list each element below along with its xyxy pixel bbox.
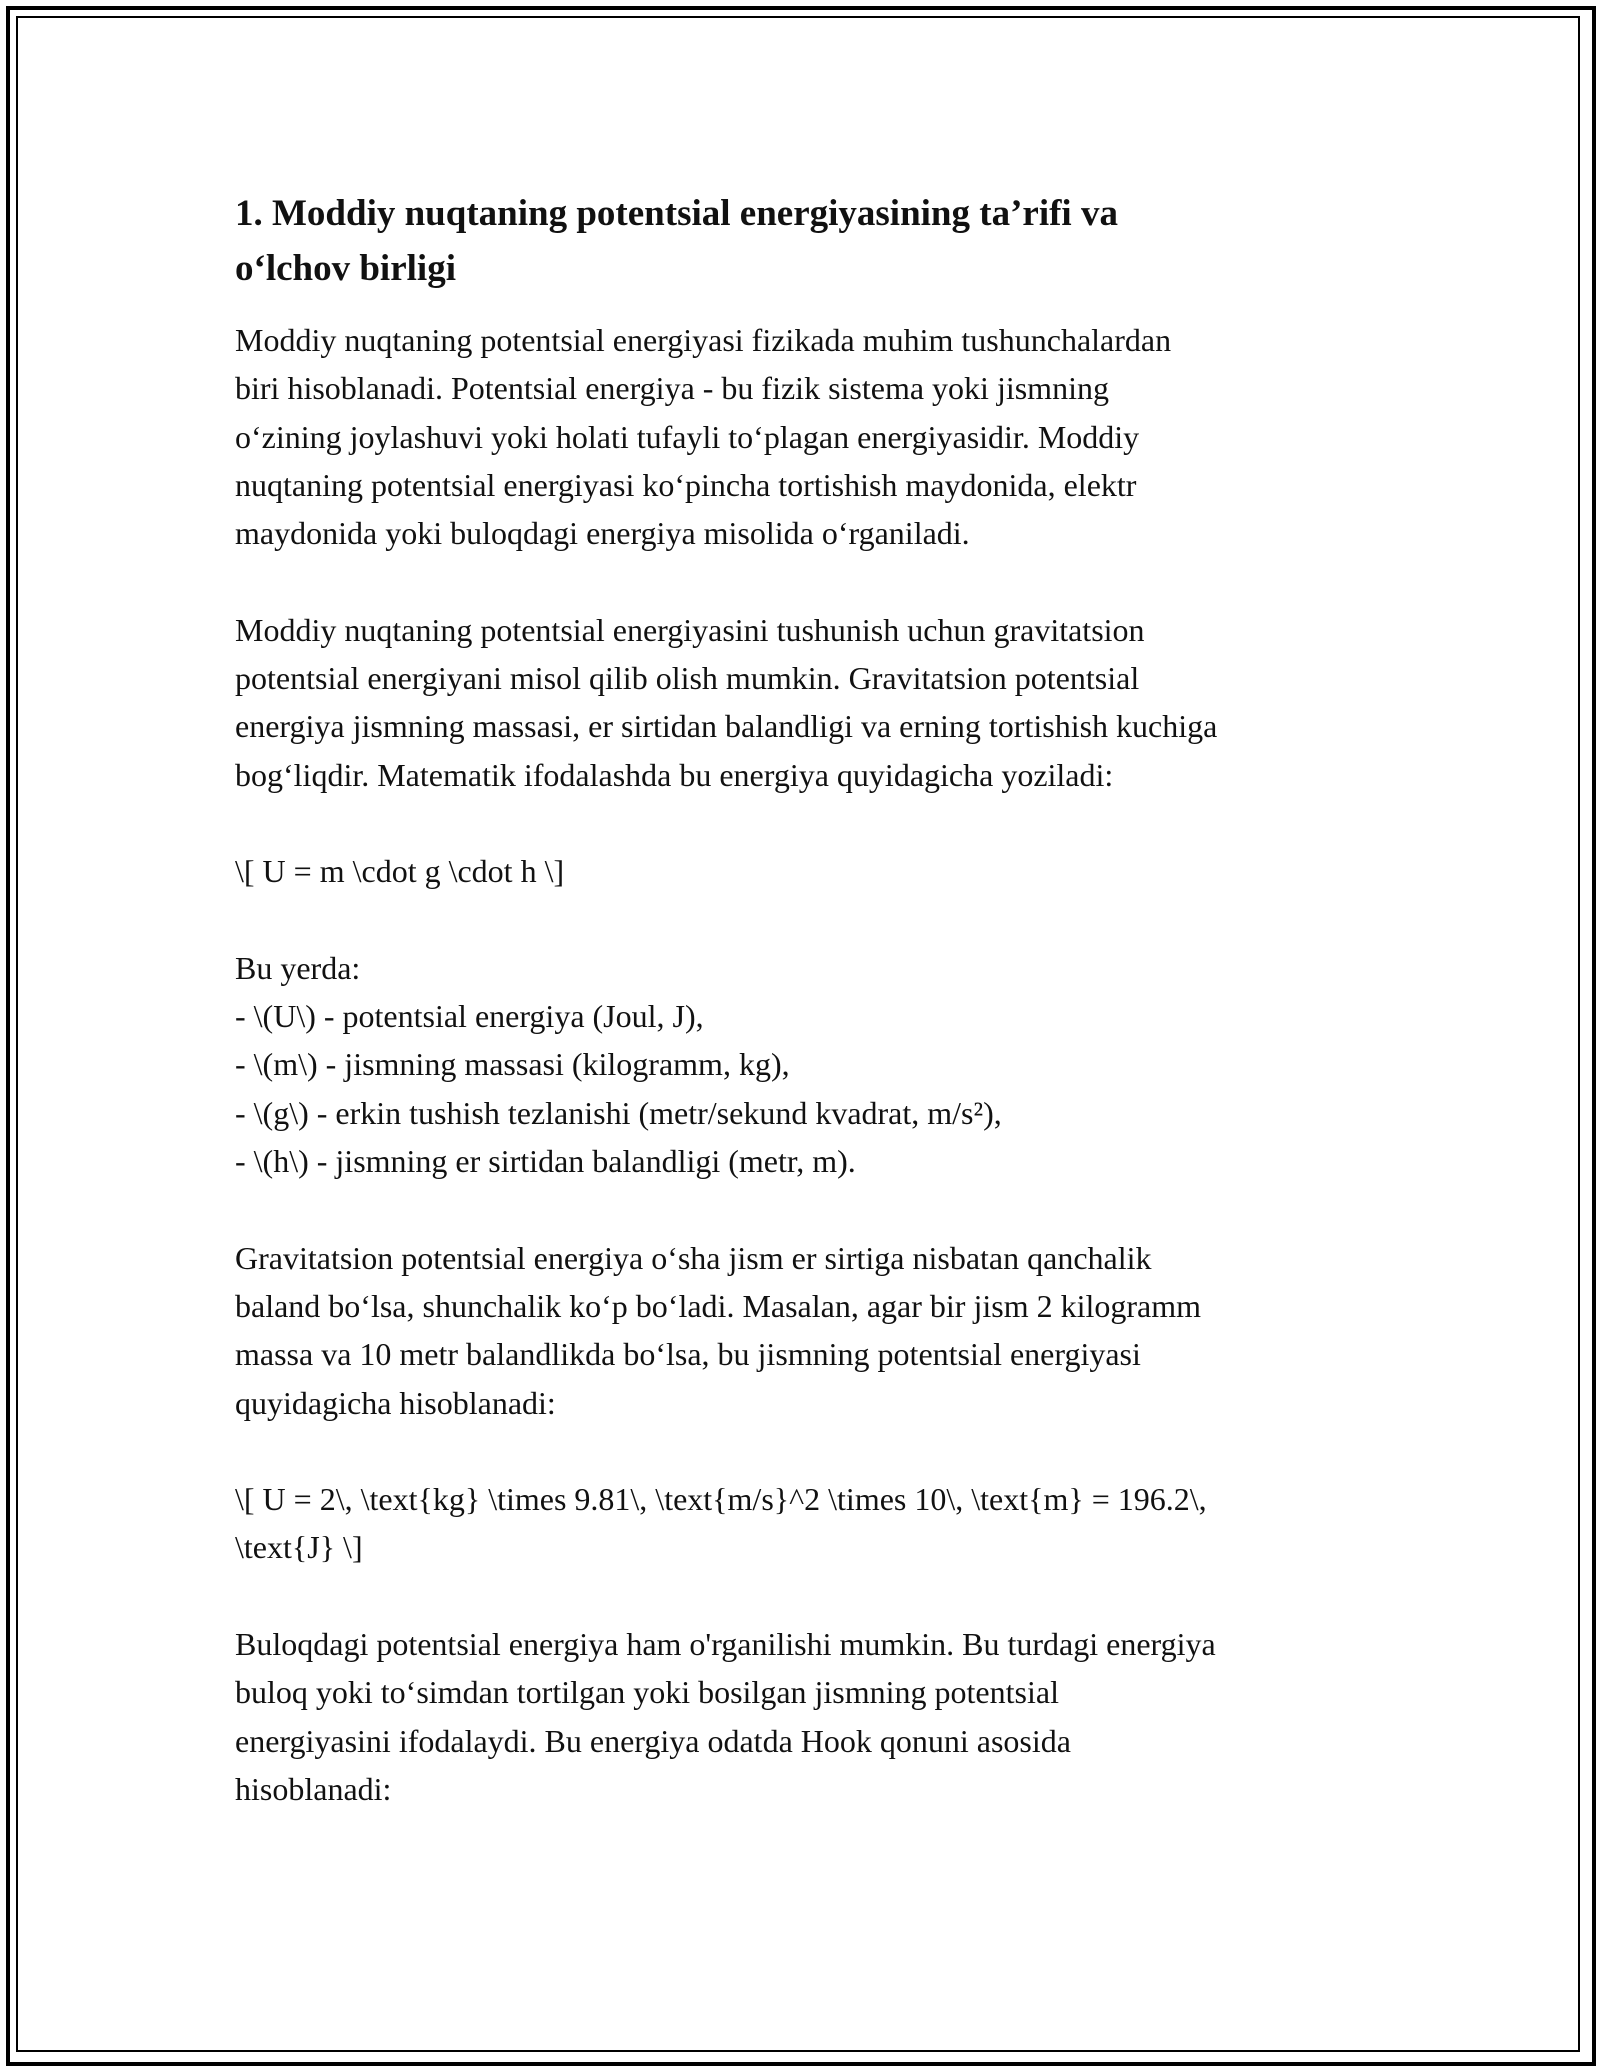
list-item: - \(m\) - jismning massasi (kilogramm, kg), <box>235 1046 790 1083</box>
text-line: energiya jismning massasi, er sirtidan balandligi va erning tortishish kuchiga <box>235 708 1218 745</box>
text-line: potentsial energiyani misol qilib olish mumkin. Gravitatsion potentsial <box>235 660 1140 697</box>
title-line: o‘lchov birligi <box>235 248 456 289</box>
text-line: nuqtaning potentsial energiyasi ko‘pincha tortishish maydonida, elektr <box>235 466 1137 503</box>
formula-line: \text{J} \] <box>235 1529 363 1566</box>
formula-line: \[ U = 2\, \text{kg} \times 9.81\, \text{m/s}^2 \times 10\, \text{m} = 196.2\, <box>235 1481 1207 1518</box>
text-line: energiyasini ifodalaydi. Bu energiya odatda Hook qonuni asosida <box>235 1722 1071 1759</box>
title-line: 1. Moddiy nuqtaning potentsial energiyasining ta’rifi va <box>235 193 1118 234</box>
variable-definitions <box>235 944 1375 1185</box>
paragraph-intro <box>235 316 1375 557</box>
text-line: biri hisoblanadi. Potentsial energiya - bu fizik sistema yoki jismning <box>235 370 1109 407</box>
text-line: quyidagicha hisoblanadi: <box>235 1384 556 1421</box>
text-line: Gravitatsion potentsial energiya o‘sha jism er sirtiga nisbatan qanchalik <box>235 1239 1152 1276</box>
section-title <box>235 186 1375 296</box>
text-line: baland bo‘lsa, shunchalik ko‘p bo‘ladi. Masalan, agar bir jism 2 kilogramm <box>235 1287 1201 1324</box>
text-line: Bu yerda: <box>235 949 361 986</box>
text-line: Buloqdagi potentsial energiya ham o'rganilishi mumkin. Bu turdagi energiya <box>235 1626 1216 1663</box>
text-line: hisoblanadi: <box>235 1770 392 1807</box>
text-line: buloq yoki to‘simdan tortilgan yoki bosilgan jismning potentsial <box>235 1674 1059 1711</box>
text-line: o‘zining joylashuvi yoki holati tufayli to‘plagan energiyasidir. Moddiy <box>235 418 1140 455</box>
formula-potential-energy <box>235 847 1375 895</box>
list-item: - \(h\) - jismning er sirtidan balandligi (metr, m). <box>235 1143 856 1180</box>
paragraph-gravitational <box>235 606 1375 799</box>
paragraph-example <box>235 1234 1375 1427</box>
paragraph-spring <box>235 1620 1375 1813</box>
formula-example-calculation <box>235 1475 1375 1572</box>
text-line: Moddiy nuqtaning potentsial energiyasini tushunish uchun gravitatsion <box>235 611 1145 648</box>
document-body <box>235 186 1375 1862</box>
text-line: bog‘liqdir. Matematik ifodalashda bu energiya quyidagicha yoziladi: <box>235 756 1114 793</box>
text-line: Moddiy nuqtaning potentsial energiyasi fizikada muhim tushunchalardan <box>235 322 1172 358</box>
list-item: - \(U\) - potentsial energiya (Joul, J), <box>235 998 704 1035</box>
text-line: massa va 10 metr balandlikda bo‘lsa, bu jismning potentsial energiyasi <box>235 1336 1141 1373</box>
text-line: maydonida yoki buloqdagi energiya misolida o‘rganiladi. <box>235 515 970 552</box>
formula-line: \[ U = m \cdot g \cdot h \] <box>235 853 565 890</box>
list-item: - \(g\) - erkin tushish tezlanishi (metr/sekund kvadrat, m/s²), <box>235 1094 1002 1131</box>
